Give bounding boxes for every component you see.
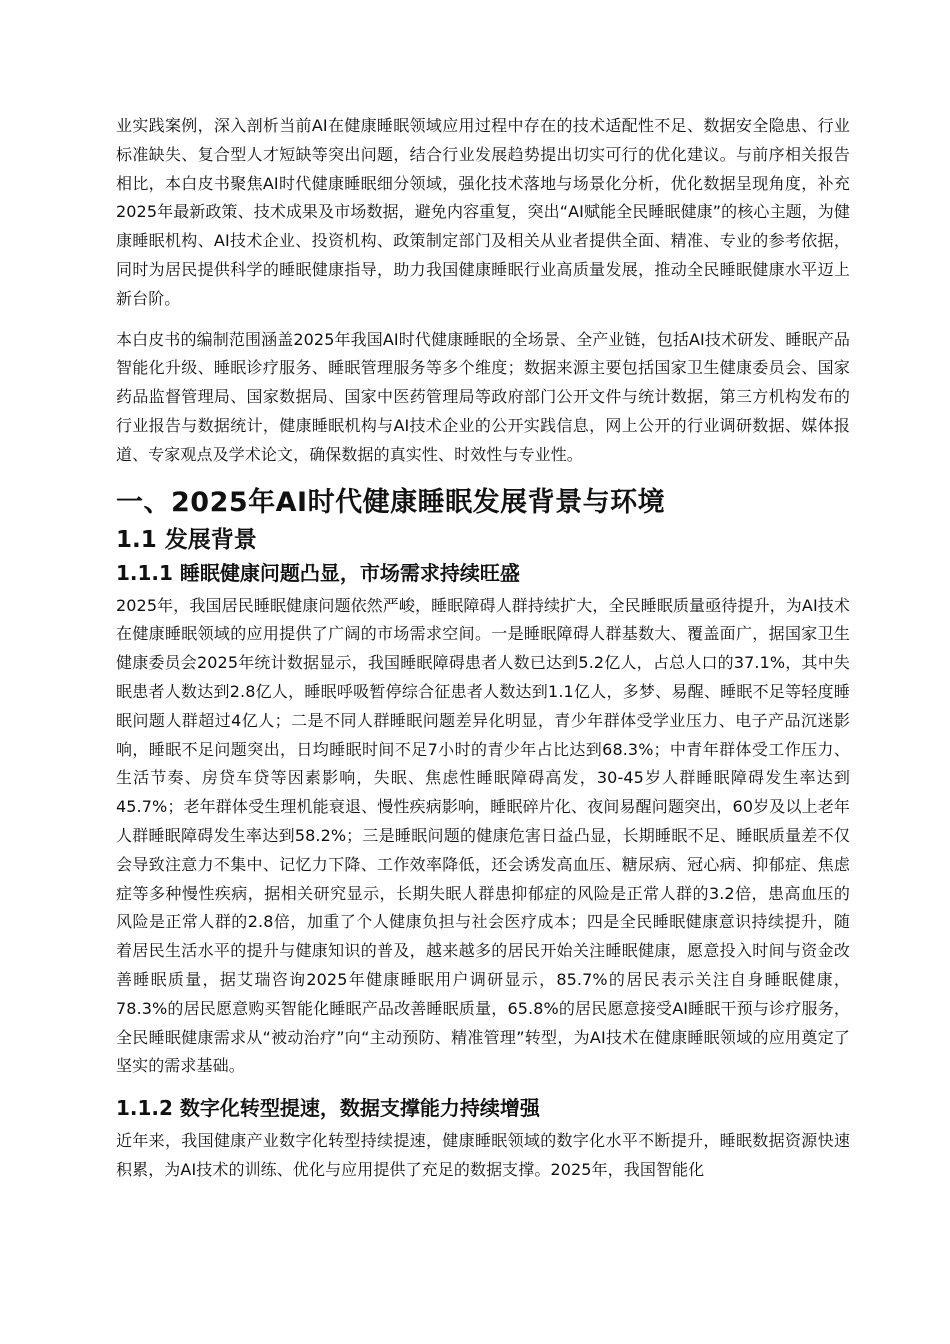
- subsection-1-1-2-body: 近年来，我国健康产业数字化转型持续提速，健康睡眠领域的数字化水平不断提升，睡眠数据资源快速积累，为AI技术的训练、优化与应用提供了充足的数据支撑。2025年，我国智能化: [116, 1131, 850, 1179]
- subsection-1-1-2-heading: 1.1.2 数字化转型提速，数据支撑能力持续增强: [116, 1096, 540, 1121]
- chapter-1-heading: 一、2025年AI时代健康睡眠发展背景与环境: [116, 486, 666, 518]
- subsection-1-1-1-heading: 1.1.1 睡眠健康问题凸显，市场需求持续旺盛: [116, 560, 520, 585]
- section-1-1-heading: 1.1 发展背景: [116, 526, 257, 553]
- intro-paragraph-2: 本白皮书的编制范围涵盖2025年我国AI时代健康睡眠的全场景、全产业链，包括AI技术研发、睡眠产品智能化升级、睡眠诊疗服务、睡眠管理服务等多个维度；数据来源主要包括国家卫生健康委员会、国家药品监督管理局、国家数据局、国家中医药管理局等政府部门公开文件与统计数据，第三方机构发布的行业报告与数据统计，健康睡眠机构与AI技术企业的公开实践信息，网上公开的行业调研数据、媒体报道、专家观点及学术论文，确保数据的真实性、时效性与专业性。: [116, 329, 850, 464]
- subsection-1-1-1-body: 2025年，我国居民睡眠健康问题依然严峻，睡眠障碍人群持续扩大，全民睡眠质量亟待提升，为AI技术在健康睡眠领域的应用提供了广阔的市场需求空间。一是睡眠障碍人群基数大、覆盖面广，据国家卫生健康委员会2025年统计数据显示，我国睡眠障碍患者人数已达到5.2亿人，占总人口的37.1%，其中失眠患者人数达到2.8亿人，睡眠呼吸暂停综合征患者人数达到1.1亿人，多梦、易醒、睡眠不足等轻度睡眠问题人群超过4亿人；二是不同人群睡眠问题差异化明显，青少年群体受学业压力、电子产品沉迷影响，睡眠不足问题突出，日均睡眠时间不足7小时的青少年占比达到68.3%；中青年群体受工作压力、生活节奏、房贷车贷等因素影响，失眠、焦虑性睡眠障碍高发，30-45岁人群睡眠障碍发生率达到45.7%；老年群体受生理机能衰退、慢性疾病影响，睡眠碎片化、夜间易醒问题突出，60岁及以上老年人群睡眠障碍发生率达到58.2%；三是睡眠问题的健康危害日益凸显，长期睡眠不足、睡眠质量差不仅会导致注意力不集中、记忆力下降、工作效率降低，还会诱发高血压、糖尿病、冠心病、抑郁症、焦虑症等多种慢性疾病，据相关研究显示，长期失眠人群患抑郁症的风险是正常人群的3.2倍，患高血压的风险是正常人群的2.8倍，加重了个人健康负担与社会医疗成本；四是全民睡眠健康意识持续提升，随着居民生活水平的提升与健康知识的普及，越来越多的居民开始关注睡眠健康，愿意投入时间与资金改善睡眠质量，据艾瑞咨询2025年健康睡眠用户调研显示，85.7%的居民表示关注自身睡眠健康，78.3%的居民愿意购买智能化睡眠产品改善睡眠质量，65.8%的居民愿意接受AI睡眠干预与诊疗服务，全民睡眠健康需求从“被动治疗”向“主动预防、精准管理”转型，为AI技术在健康睡眠领域的应用奠定了坚实的需求基础。: [116, 595, 850, 1076]
- intro-paragraph-1: 业实践案例，深入剖析当前AI在健康睡眠领域应用过程中存在的技术适配性不足、数据安全隐患、行业标准缺失、复合型人才短缺等突出问题，结合行业发展趋势提出切实可行的优化建议。与前序相关报告相比，本白皮书聚焦AI时代健康睡眠细分领域，强化技术落地与场景化分析，优化数据呈现角度，补充2025年最新政策、技术成果及市场数据，避免内容重复，突出“AI赋能全民睡眠健康”的核心主题，为健康睡眠机构、AI技术企业、投资机构、政策制定部门及相关从业者提供全面、精准、专业的参考依据，同时为居民提供科学的睡眠健康指导，助力我国健康睡眠行业高质量发展，推动全民睡眠健康水平迈上新台阶。: [116, 116, 850, 308]
